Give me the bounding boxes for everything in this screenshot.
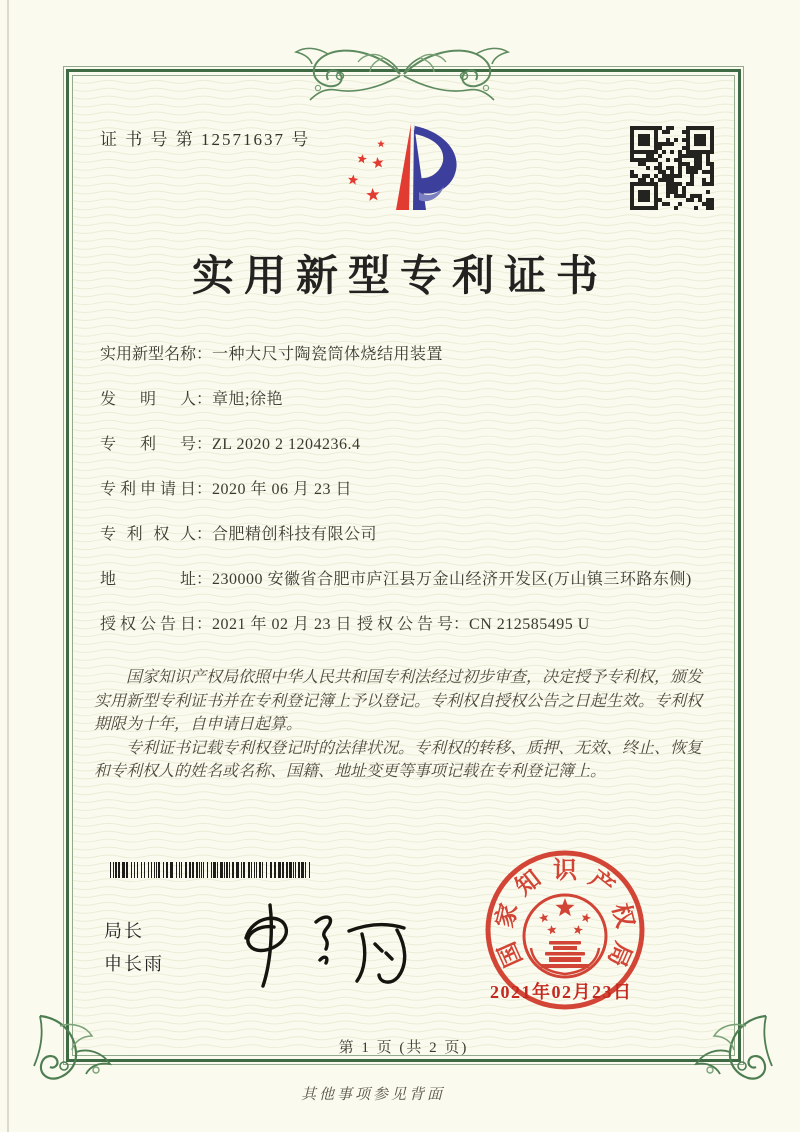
signer-block [104, 915, 164, 981]
field-label: 专利申请日 [100, 481, 196, 498]
top-flourish-ornament [288, 42, 516, 102]
handwritten-signature-icon [228, 900, 428, 990]
field-value: CN 212585495 U [469, 616, 590, 633]
certificate-number: 证 书 号 第 12571637 号 [100, 130, 311, 149]
field-row-address: 地址 ： 230000 安徽省合肥市庐江县万金山经济开发区(万山镇三环路东侧) [100, 569, 714, 591]
field-row-filing-date: 专利申请日 ： 2020 年 06 月 23 日 [100, 479, 714, 501]
field-row-patent-number: 专利号 ： ZL 2020 2 1204236.4 [100, 434, 714, 456]
seal-char: 局 [602, 937, 636, 971]
certificate-title: 实用新型专利证书 [191, 254, 608, 300]
field-value: 2020 年 06 月 23 日 [212, 481, 353, 498]
field-value: 230000 安徽省合肥市庐江县万金山经济开发区(万山镇三环路东侧) [212, 571, 692, 588]
seal-char: 产 [583, 865, 619, 902]
field-value: ZL 2020 2 1204236.4 [212, 436, 361, 453]
field-label: 地址 [100, 571, 196, 588]
back-side-note: 其他事项参见背面 [300, 1087, 445, 1103]
field-label: 专利权人 [100, 526, 196, 543]
field-value: 合肥精创科技有限公司 [212, 526, 378, 543]
signer-name: 申长雨 [104, 954, 164, 974]
signer-title: 局长 [104, 921, 144, 941]
field-value: 2021 年 02 月 23 日 [212, 616, 353, 633]
field-label: 授权公告日 [100, 616, 196, 633]
seal-date: 2021年02月23日 [490, 982, 633, 1002]
field-row-inventor: 发明人 ： 章旭;徐艳 [100, 389, 714, 411]
legal-paragraph-2: 专利证书记载专利权登记时的法律状况。专利权的转移、质押、无效、终止、恢复和专利权人的姓名或名称、国籍、地址变更等事项记载在专利登记簿上。 [94, 739, 703, 780]
seal-char: 识 [553, 858, 577, 884]
field-row-grant: 授权公告日 ： 2021 年 02 月 23 日 授权公告号 ： CN 212585495 U [100, 614, 714, 636]
field-label: 专利号 [100, 436, 196, 453]
field-value: 一种大尺寸陶瓷筒体烧结用装置 [212, 346, 444, 363]
cnipa-logo-icon [330, 110, 462, 226]
field-label: 授权公告号 [357, 616, 453, 633]
page-number: 第 1 页 (共 2 页) [338, 1040, 469, 1056]
field-row-patentee: 专利权人 ： 合肥精创科技有限公司 [100, 524, 714, 546]
seal-char: 权 [606, 900, 638, 931]
seal-char: 知 [511, 865, 547, 902]
seal-national-emblem [524, 895, 606, 977]
certificate-fields [100, 344, 714, 636]
field-value: 章旭;徐艳 [212, 391, 283, 408]
field-label: 实用新型名称 [100, 346, 197, 363]
field-label: 发明人 [100, 391, 196, 408]
field-row-name: 实用新型名称 ： 一种大尺寸陶瓷筒体烧结用装置 [100, 344, 714, 366]
page-edge-shadow [7, 0, 9, 1132]
seal-char: 家 [492, 900, 524, 931]
legal-text [94, 666, 712, 784]
qr-code-icon [630, 126, 714, 210]
seal-char: 国 [494, 937, 528, 971]
legal-paragraph-1: 国家知识产权局依照中华人民共和国专利法经过初步审查，决定授予专利权，颁发实用新型专利证书并在专利登记簿上予以登记。专利权自授权公告之日起生效。专利权期限为十年，自申请日起算。 [94, 669, 703, 733]
barcode-icon [110, 862, 310, 878]
